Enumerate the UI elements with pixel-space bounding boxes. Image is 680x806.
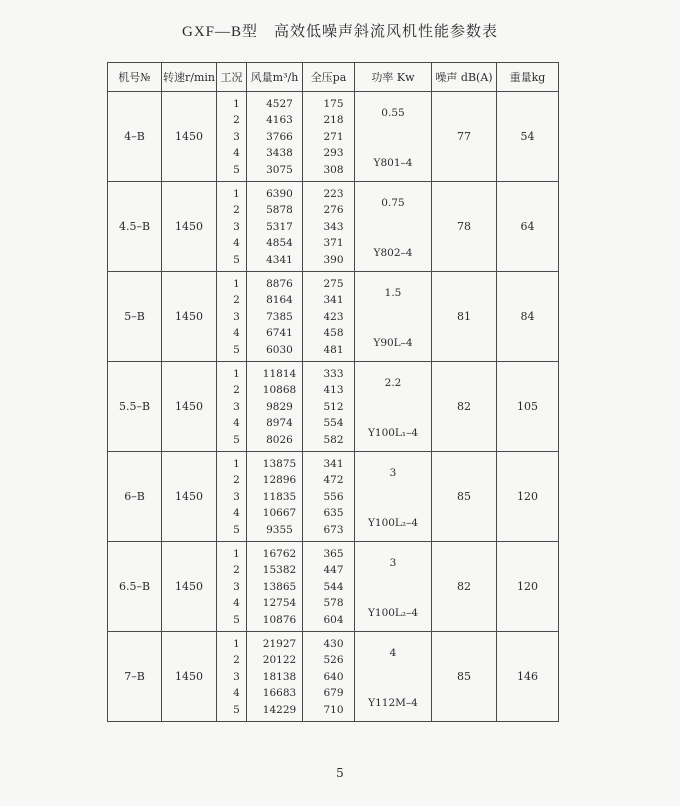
- power-value: 4: [389, 646, 397, 659]
- pressure-cell-value: 582: [323, 433, 344, 446]
- speed-cell: 1450: [162, 632, 217, 722]
- header-power: 功率 Kw: [355, 63, 432, 92]
- flow-cell: [247, 362, 303, 452]
- condition-cell-value: 5: [233, 163, 240, 176]
- flow-cell: [247, 182, 303, 272]
- condition-cell: [217, 182, 247, 272]
- flow-cell-value: 14229: [262, 703, 297, 716]
- condition-cell-value: 3: [233, 670, 240, 683]
- speed-cell: 1450: [162, 92, 217, 182]
- pressure-cell-value: 526: [323, 654, 344, 666]
- pressure-cell-value: 544: [323, 580, 344, 593]
- flow-cell-value: 3075: [266, 163, 293, 176]
- motor-model: Y100L₂–4: [367, 606, 419, 619]
- power-value: 2.2: [384, 376, 402, 389]
- motor-model: Y100L₁–4: [367, 426, 419, 439]
- flow-cell-value: 13875: [262, 457, 297, 470]
- pressure-cell-value: 371: [323, 237, 344, 249]
- condition-cell-value: 4: [233, 507, 240, 519]
- condition-cell-value: 1: [233, 367, 240, 380]
- pressure-cell-value: 673: [323, 523, 344, 536]
- flow-cell-value: 11835: [262, 490, 297, 503]
- pressure-cell-value: 481: [323, 343, 344, 356]
- pressure-cell-value: 390: [323, 253, 344, 266]
- power-value: 3: [389, 556, 397, 569]
- pressure-cell-value: 341: [323, 294, 344, 306]
- flow-cell-value: 7385: [266, 310, 293, 323]
- condition-cell-value: 5: [233, 523, 240, 536]
- pressure-cell-value: 275: [323, 277, 344, 290]
- condition-cell: [217, 92, 247, 182]
- pressure-cell: [303, 632, 355, 722]
- model-cell: 6–B: [108, 452, 162, 542]
- power-cell: [355, 362, 432, 452]
- table-row: [108, 632, 559, 722]
- pressure-cell-value: 218: [323, 114, 344, 126]
- weight-cell: 84: [497, 272, 559, 362]
- power-cell: [355, 272, 432, 362]
- condition-cell-value: 1: [233, 277, 240, 290]
- speed-cell: 1450: [162, 182, 217, 272]
- flow-cell-value: 10876: [262, 613, 297, 626]
- condition-cell-value: 5: [233, 343, 240, 356]
- pressure-cell-value: 447: [323, 564, 344, 576]
- speed-cell: 1450: [162, 542, 217, 632]
- power-cell: [355, 542, 432, 632]
- pressure-cell-value: 271: [323, 130, 344, 143]
- pressure-cell: [303, 182, 355, 272]
- condition-cell-value: 1: [233, 187, 240, 200]
- header-speed: 转速r/min: [162, 63, 217, 92]
- flow-cell: [247, 542, 303, 632]
- condition-cell-value: 3: [233, 490, 240, 503]
- condition-cell-value: 5: [233, 703, 240, 716]
- flow-cell-value: 4854: [266, 237, 293, 249]
- pressure-cell-value: 430: [323, 637, 344, 650]
- flow-cell-value: 6390: [266, 187, 293, 200]
- power-cell: [355, 182, 432, 272]
- speed-cell: 1450: [162, 452, 217, 542]
- pressure-cell-value: 276: [323, 204, 344, 216]
- pressure-cell-value: 635: [323, 507, 344, 519]
- weight-cell: 105: [497, 362, 559, 452]
- noise-cell: 85: [432, 452, 497, 542]
- pressure-cell-value: 413: [323, 384, 344, 396]
- pressure-cell-value: 640: [323, 670, 344, 683]
- condition-cell-value: 2: [233, 474, 240, 486]
- pressure-cell: [303, 92, 355, 182]
- flow-cell-value: 9355: [266, 523, 293, 536]
- pressure-cell-value: 341: [323, 457, 344, 470]
- power-value: 0.75: [381, 196, 405, 209]
- pressure-cell-value: 423: [323, 310, 344, 323]
- condition-cell: [217, 542, 247, 632]
- flow-cell: [247, 92, 303, 182]
- flow-cell-value: 3766: [266, 130, 293, 143]
- flow-cell-value: 13865: [262, 580, 297, 593]
- condition-cell-value: 4: [233, 237, 240, 249]
- header-weight: 重量kg: [497, 63, 559, 92]
- speed-cell: 1450: [162, 272, 217, 362]
- pressure-cell-value: 512: [323, 400, 344, 413]
- header-pressure: 全压pa: [303, 63, 355, 92]
- condition-cell-value: 4: [233, 417, 240, 429]
- model-cell: 5–B: [108, 272, 162, 362]
- pressure-cell-value: 472: [323, 474, 344, 486]
- pressure-cell-value: 710: [323, 703, 344, 716]
- weight-cell: 64: [497, 182, 559, 272]
- motor-model: Y90L–4: [373, 336, 413, 349]
- condition-cell-value: 1: [233, 637, 240, 650]
- table-header-row: [108, 63, 559, 92]
- power-value: 1.5: [384, 286, 402, 299]
- pressure-cell-value: 293: [323, 147, 344, 159]
- header-flow: 风量m³/h: [247, 63, 303, 92]
- page-title: GXF—B型 高效低噪声斜流风机性能参数表: [181, 24, 498, 40]
- condition-cell-value: 1: [233, 457, 240, 470]
- flow-cell-value: 8026: [266, 433, 293, 446]
- pressure-cell-value: 679: [323, 687, 344, 699]
- condition-cell-value: 2: [233, 114, 240, 126]
- header-noise: 噪声 dB(A): [432, 63, 497, 92]
- condition-cell-value: 1: [233, 97, 240, 110]
- table-row: [108, 182, 559, 272]
- noise-cell: 85: [432, 632, 497, 722]
- flow-cell-value: 16762: [262, 547, 297, 560]
- flow-cell-value: 10667: [262, 507, 297, 519]
- table-row: [108, 452, 559, 542]
- pressure-cell-value: 365: [323, 547, 344, 560]
- speed-cell: 1450: [162, 362, 217, 452]
- model-cell: 5.5–B: [108, 362, 162, 452]
- model-cell: 7–B: [108, 632, 162, 722]
- condition-cell-value: 4: [233, 597, 240, 609]
- weight-cell: 146: [497, 632, 559, 722]
- flow-cell-value: 8876: [266, 277, 293, 290]
- table-row: [108, 92, 559, 182]
- pressure-cell-value: 175: [323, 97, 344, 110]
- noise-cell: 78: [432, 182, 497, 272]
- pressure-cell-value: 223: [323, 187, 344, 200]
- condition-cell-value: 3: [233, 400, 240, 413]
- weight-cell: 120: [497, 452, 559, 542]
- flow-cell-value: 20122: [262, 654, 297, 666]
- flow-cell-value: 9829: [266, 400, 293, 413]
- table-row: [108, 362, 559, 452]
- noise-cell: 82: [432, 362, 497, 452]
- flow-cell-value: 12896: [262, 474, 297, 486]
- model-cell: 4.5–B: [108, 182, 162, 272]
- condition-cell-value: 2: [233, 564, 240, 576]
- header-model: 机号№: [108, 63, 162, 92]
- pressure-cell: [303, 452, 355, 542]
- flow-cell-value: 5317: [266, 220, 293, 233]
- power-cell: [355, 92, 432, 182]
- noise-cell: 77: [432, 92, 497, 182]
- condition-cell-value: 3: [233, 130, 240, 143]
- page-number: 5: [336, 766, 344, 780]
- flow-cell-value: 16683: [262, 687, 297, 699]
- pressure-cell-value: 308: [323, 163, 344, 176]
- power-value: 3: [389, 466, 397, 479]
- pressure-cell-value: 333: [323, 367, 344, 380]
- weight-cell: 54: [497, 92, 559, 182]
- pressure-cell-value: 554: [323, 417, 344, 429]
- table-row: [108, 272, 559, 362]
- pressure-cell-value: 458: [323, 327, 344, 339]
- condition-cell-value: 2: [233, 654, 240, 666]
- flow-cell-value: 6741: [266, 327, 293, 339]
- condition-cell-value: 5: [233, 433, 240, 446]
- flow-cell: [247, 632, 303, 722]
- noise-cell: 82: [432, 542, 497, 632]
- motor-model: Y112M–4: [368, 696, 418, 709]
- flow-cell-value: 8974: [266, 417, 293, 429]
- pressure-cell-value: 343: [323, 220, 344, 233]
- flow-cell: [247, 452, 303, 542]
- condition-cell-value: 4: [233, 147, 240, 159]
- motor-model: Y801–4: [373, 156, 413, 169]
- motor-model: Y802–4: [373, 246, 413, 259]
- flow-cell-value: 4163: [266, 114, 293, 126]
- condition-cell-value: 3: [233, 310, 240, 323]
- flow-cell-value: 4527: [266, 97, 293, 110]
- noise-cell: 81: [432, 272, 497, 362]
- power-value: 0.55: [381, 106, 405, 119]
- condition-cell: [217, 452, 247, 542]
- table-row: [108, 542, 559, 632]
- flow-cell-value: 12754: [262, 597, 297, 609]
- condition-cell: [217, 362, 247, 452]
- flow-cell-value: 18138: [262, 670, 297, 683]
- condition-cell-value: 5: [233, 253, 240, 266]
- flow-cell-value: 10868: [262, 384, 297, 396]
- motor-model: Y100L₂–4: [367, 516, 419, 529]
- pressure-cell-value: 556: [323, 490, 344, 503]
- flow-cell-value: 4341: [266, 253, 293, 266]
- flow-cell-value: 8164: [266, 294, 293, 306]
- pressure-cell-value: 604: [323, 613, 344, 626]
- pressure-cell: [303, 362, 355, 452]
- performance-table: [107, 62, 559, 722]
- flow-cell-value: 3438: [266, 147, 293, 159]
- condition-cell-value: 4: [233, 687, 240, 699]
- flow-cell-value: 6030: [266, 343, 293, 356]
- flow-cell-value: 21927: [262, 637, 297, 650]
- model-cell: 6.5–B: [108, 542, 162, 632]
- condition-cell-value: 1: [233, 547, 240, 560]
- condition-cell: [217, 272, 247, 362]
- flow-cell-value: 11814: [262, 367, 297, 380]
- weight-cell: 120: [497, 542, 559, 632]
- condition-cell-value: 2: [233, 294, 240, 306]
- header-condition: 工况: [217, 63, 247, 92]
- condition-cell: [217, 632, 247, 722]
- pressure-cell-value: 578: [323, 597, 344, 609]
- flow-cell-value: 5878: [266, 204, 293, 216]
- condition-cell-value: 3: [233, 580, 240, 593]
- flow-cell-value: 15382: [262, 564, 297, 576]
- power-cell: [355, 632, 432, 722]
- power-cell: [355, 452, 432, 542]
- model-cell: 4–B: [108, 92, 162, 182]
- condition-cell-value: 4: [233, 327, 240, 339]
- pressure-cell: [303, 542, 355, 632]
- condition-cell-value: 3: [233, 220, 240, 233]
- pressure-cell: [303, 272, 355, 362]
- condition-cell-value: 2: [233, 384, 240, 396]
- condition-cell-value: 2: [233, 204, 240, 216]
- condition-cell-value: 5: [233, 613, 240, 626]
- flow-cell: [247, 272, 303, 362]
